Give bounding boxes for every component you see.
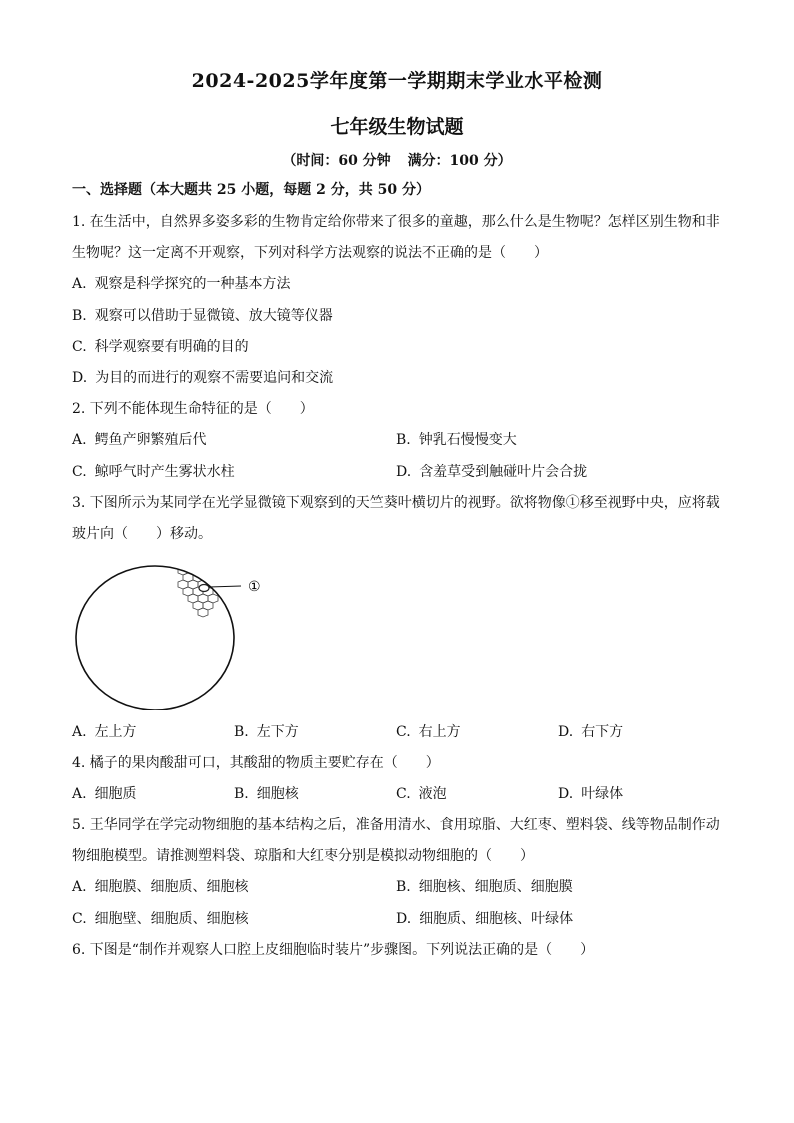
option-text: 鲸呼气时产生雾状水柱 (94, 464, 235, 480)
q2-option-a (72, 431, 207, 449)
option-label: A. (72, 879, 87, 895)
option-text: 钟乳石慢慢变大 (418, 432, 517, 448)
q2-option-d (396, 463, 587, 481)
option-text: 右下方 (581, 724, 624, 740)
option-text: 细胞膜、细胞质、细胞核 (94, 879, 249, 895)
option-text: 右上方 (418, 724, 461, 740)
q3-option-d (558, 723, 623, 741)
option-label: C. (396, 724, 411, 740)
q3-option-a (72, 723, 137, 741)
option-label: A. (72, 724, 87, 740)
option-text: 含羞草受到触碰叶片会合拢 (419, 464, 588, 480)
microscope-field-figure (70, 560, 270, 710)
option-label: D. (396, 464, 412, 480)
q2-option-c (72, 463, 235, 481)
q5-option-d (396, 910, 573, 928)
q4-option-a (72, 785, 137, 803)
q1-stem-line1: 1. 在生活中，自然界多姿多彩的生物肯定给你带来了很多的童趣，那么什么是生物呢？怎样区别生物和非 (72, 214, 720, 230)
q1-option-d (72, 369, 333, 387)
option-label: C. (72, 339, 87, 355)
option-text: 为目的而进行的观察不需要追问和交流 (95, 370, 334, 386)
option-text: 观察可以借助于显微镜、放大镜等仪器 (94, 308, 333, 324)
q3-stem-line2: 玻片向（ ）移动。 (72, 526, 212, 542)
option-label: B. (234, 724, 249, 740)
exam-score: 满分：100 分） (407, 153, 512, 169)
option-label: B. (72, 308, 87, 324)
option-text: 鳄鱼产卵繁殖后代 (94, 432, 207, 448)
exam-subtitle: 七年级生物试题 (330, 116, 464, 138)
option-text: 细胞质 (94, 786, 137, 802)
q4-option-c (396, 785, 447, 803)
q1-option-b (72, 307, 333, 325)
q5-option-a (72, 878, 249, 896)
q6-stem: 6. 下图是“制作并观察人口腔上皮细胞临时装片”步骤图。下列说法正确的是（ ） (72, 942, 595, 958)
option-text: 科学观察要有明确的目的 (94, 339, 249, 355)
option-text: 液泡 (418, 786, 447, 802)
option-label: D. (396, 911, 412, 927)
option-label: C. (72, 464, 87, 480)
q4-stem: 4. 橘子的果肉酸甜可口，其酸甜的物质主要贮存在（ ） (72, 755, 440, 771)
option-label: C. (396, 786, 411, 802)
option-text: 左下方 (256, 724, 299, 740)
q3-option-c (396, 723, 461, 741)
option-text: 细胞核、细胞质、细胞膜 (418, 879, 573, 895)
exam-title: 2024-2025学年度第一学期期末学业水平检测 (191, 70, 603, 92)
q3-option-b (234, 723, 299, 741)
exam-meta (0, 150, 794, 170)
q1-stem-line2: 生物呢？这一定离不开观察，下列对科学方法观察的说法不正确的是（ ） (72, 245, 548, 261)
option-text: 细胞质、细胞核、叶绿体 (419, 911, 574, 927)
option-text: 观察是科学探究的一种基本方法 (94, 276, 291, 292)
option-label: B. (396, 879, 411, 895)
q1-option-a (72, 275, 291, 293)
option-label: D. (72, 370, 88, 386)
q5-stem-line2: 物细胞模型。请推测塑料袋、琼脂和大红枣分别是模拟动物细胞的（ ） (72, 848, 534, 864)
q5-option-b (396, 878, 573, 896)
q1-option-c (72, 338, 249, 356)
option-label: D. (558, 724, 574, 740)
option-text: 左上方 (94, 724, 137, 740)
q4-option-b (234, 785, 299, 803)
section-heading: 一、选择题（本大题共 25 小题，每题 2 分，共 50 分） (72, 182, 430, 198)
field-of-view-circle (76, 566, 234, 710)
option-text: 叶绿体 (581, 786, 624, 802)
option-label: B. (396, 432, 411, 448)
option-label: A. (72, 276, 87, 292)
option-label: A. (72, 432, 87, 448)
q2-option-b (396, 431, 517, 449)
figure-marker-label: ① (248, 579, 261, 595)
option-label: C. (72, 911, 87, 927)
pointer-line (209, 586, 241, 587)
q3-stem-line1: 3. 下图所示为某同学在光学显微镜下观察到的天竺葵叶横切片的视野。欲将物像①移至视野中央，应将载 (72, 495, 720, 511)
option-text: 细胞壁、细胞质、细胞核 (94, 911, 249, 927)
q4-option-d (558, 785, 623, 803)
option-label: D. (558, 786, 574, 802)
option-label: A. (72, 786, 87, 802)
option-text: 细胞核 (256, 786, 299, 802)
cell-cluster-icon (178, 566, 218, 617)
q2-stem: 2. 下列不能体现生命特征的是（ ） (72, 401, 314, 417)
option-label: B. (234, 786, 249, 802)
exam-time: （时间：60 分钟 (282, 153, 391, 169)
q5-stem-line1: 5. 王华同学在学完动物细胞的基本结构之后，准备用清水、食用琼脂、大红枣、塑料袋、线等物品制作动 (72, 817, 720, 833)
q5-option-c (72, 910, 249, 928)
